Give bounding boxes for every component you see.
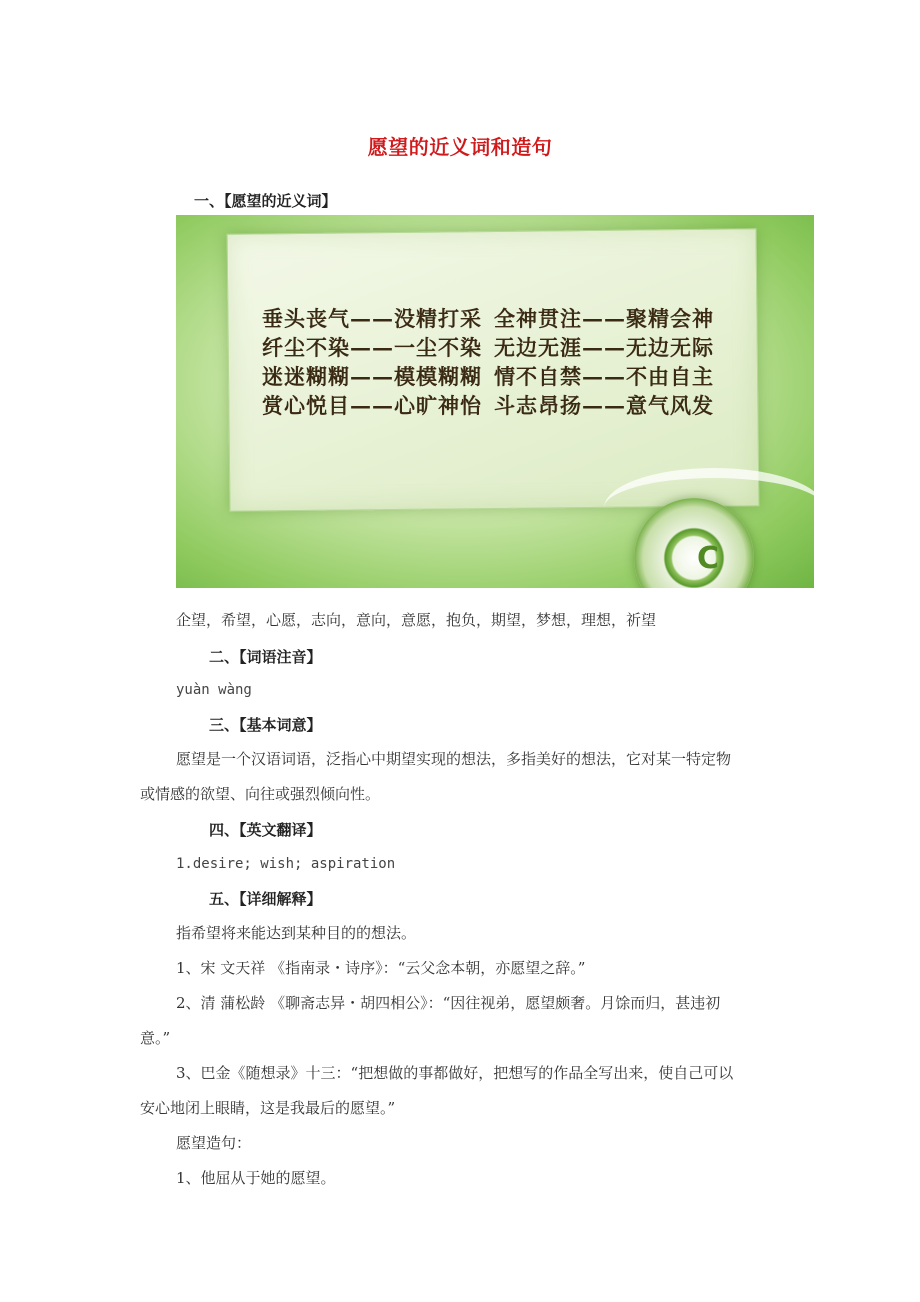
c-logo-icon: C: [696, 541, 719, 576]
image-line-1: 垂头丧气——没精打采 全神贯注——聚精会神: [262, 306, 714, 331]
section-heading-meaning: 三、【基本词意】: [209, 716, 322, 734]
citation-2-line-1: 2、清 蒲松龄 《聊斋志异・胡四相公》：“因往视弟，愿望颇奢。月馀而归，甚违初: [176, 994, 721, 1012]
sentence-1: 1、他屈从于她的愿望。: [176, 1169, 336, 1187]
english-translation: 1.desire; wish; aspiration: [176, 856, 396, 872]
synonym-list: 企望，希望，心愿，志向，意向，意愿，抱负，期望，梦想，理想，祈望: [176, 611, 657, 629]
pinyin-text: yuàn wàng: [176, 682, 252, 698]
section-heading-pinyin: 二、【词语注音】: [209, 648, 322, 666]
citation-3-line-1: 3、巴金《随想录》十三：“把想做的事都做好，把想写的作品全写出来，使自己可以: [176, 1064, 734, 1082]
meaning-line-1: 愿望是一个汉语词语，泛指心中期望实现的想法，多指美好的想法，它对某一特定物: [176, 750, 732, 768]
image-line-2: 纤尘不染——一尘不染 无边无涯——无边无际: [262, 335, 714, 360]
meaning-line-2: 或情感的欲望、向往或强烈倾向性。: [140, 785, 381, 803]
section-heading-english: 四、【英文翻译】: [209, 821, 322, 839]
citation-3-line-2: 安心地闭上眼睛，这是我最后的愿望。”: [140, 1099, 396, 1117]
synonym-image: [176, 215, 814, 588]
image-line-3: 迷迷糊糊——模模糊糊 情不自禁——不由自主: [262, 364, 714, 389]
section-heading-detail: 五、【详细解释】: [209, 890, 322, 908]
section-heading-synonyms: 一、【愿望的近义词】: [194, 192, 337, 210]
citation-2-line-2: 意。”: [140, 1029, 171, 1047]
sentence-heading: 愿望造句：: [176, 1134, 252, 1152]
image-line-4: 赏心悦目——心旷神怡 斗志昂扬——意气风发: [262, 393, 714, 418]
detail-intro: 指希望将来能达到某种目的的想法。: [176, 924, 417, 942]
page-title: 愿望的近义词和造句: [367, 135, 553, 159]
citation-1: 1、宋 文天祥 《指南录・诗序》：“云父念本朝，亦愿望之辞。”: [176, 959, 586, 977]
